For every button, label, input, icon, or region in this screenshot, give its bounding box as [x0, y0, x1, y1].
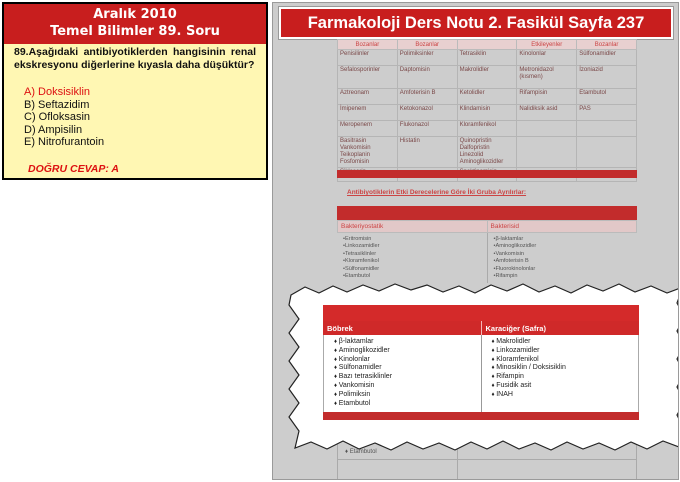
list-item: • Eritromisin: [343, 236, 481, 243]
list-item: ♦ Etambutol: [334, 400, 471, 409]
question-panel: [2, 2, 268, 180]
list-item: • Vankomisin: [494, 251, 632, 258]
table-header-cell: Etkileyenler: [517, 40, 577, 50]
list-item: ♦ Polimiksin: [334, 391, 471, 400]
table-cell: Histatin: [397, 137, 457, 168]
effect-table: [337, 206, 637, 283]
table-footer-bar: [323, 412, 639, 420]
table-cell: Metronidazol (kısmen): [517, 66, 577, 89]
table-header-cell: [457, 40, 517, 50]
question-header: [4, 4, 266, 44]
table-cell: [517, 121, 577, 137]
list-item: • Amfoterisin B: [494, 258, 632, 265]
table-cell: [577, 121, 637, 137]
option-c: C) Ofloksasin: [24, 111, 91, 124]
table-cell: Ketolidler: [457, 89, 517, 105]
table-header-cell: Bozanlar: [397, 40, 457, 50]
list-item: ♦ Vankomisin: [334, 382, 471, 391]
bacteriostatic-list: [337, 233, 487, 283]
table-cell: Ketokonazol: [397, 105, 457, 121]
table-row: [338, 50, 637, 66]
table-cell: Polimiksinler: [397, 50, 457, 66]
list-item: • Etambutol: [343, 273, 481, 280]
table-cell: Rifampisin: [517, 89, 577, 105]
table-cell: Sefalosporinler: [338, 66, 398, 89]
table-cell: PAS: [577, 105, 637, 121]
list-item: ♦ Kloramfenikol: [492, 356, 629, 365]
table-cell: Kloramfenikol: [457, 121, 517, 137]
correct-answer: DOĞRU CEVAP: A: [28, 162, 120, 175]
section-subtitle: Antibiyotiklerin Etki Derecelerine Göre İki Gruba Ayrılırlar:: [347, 189, 527, 196]
list-item: ♦ Etambutol: [345, 449, 377, 455]
question-title: Temel Bilimler 89. Soru: [50, 24, 220, 39]
table-cell: Daptomisin: [397, 66, 457, 89]
table-top-bar: [337, 206, 637, 220]
table-cell: Meropenem: [338, 121, 398, 137]
table-body: [337, 233, 637, 283]
table-top-bar: [323, 305, 639, 321]
list-item: ♦ Makrolidler: [492, 338, 629, 347]
list-item: • Linkozamidler: [343, 243, 481, 250]
table-cell: [517, 137, 577, 168]
table-cell: Nalidiksik asid: [517, 105, 577, 121]
list-item: • Tetrasiklinler: [343, 251, 481, 258]
table-cell: Sülfonamidler: [577, 50, 637, 66]
list-item: ♦ Aminoglikozidler: [334, 347, 471, 356]
table-cell: Amfoterisin B: [397, 89, 457, 105]
antibiotic-table: [337, 39, 637, 182]
row-divider: [337, 459, 637, 460]
table-header-cell: Bozanlar: [577, 40, 637, 50]
option-b: B) Seftazidim: [24, 98, 90, 111]
question-text: 89.Aşağıdaki antibiyotiklerden hangisinin renal ekskresyonu diğerlerine kıyasla daha düşüktür?: [14, 46, 256, 71]
bactericidal-list: [487, 233, 638, 283]
kidney-list: [324, 335, 481, 412]
list-item: ♦ Fusidik asit: [492, 382, 629, 391]
exam-date: Aralık 2010: [93, 7, 177, 22]
list-item: • Fluorokinolonlar: [494, 266, 632, 273]
header-liver: Karaciğer (Safra): [481, 321, 640, 335]
table-cell: İmipenem: [338, 105, 398, 121]
page-title: Farmakoloji Ders Notu 2. Fasikül Sayfa 237: [279, 7, 673, 39]
header-bactericidal: Bakterisid: [487, 221, 637, 232]
table-cell: İzoniazid: [577, 66, 637, 89]
table-cell: [577, 137, 637, 168]
table-row: [338, 121, 637, 137]
list-item: ♦ Sülfonamidler: [334, 364, 471, 373]
table-cell: Tetrasiklin: [457, 50, 517, 66]
list-item: ♦ β-laktamlar: [334, 338, 471, 347]
option-e: E) Nitrofurantoin: [24, 136, 105, 149]
option-d: D) Ampisilin: [24, 123, 83, 136]
table-header-row: [323, 321, 639, 335]
table-footer-bar: [337, 170, 637, 178]
table-cell: Etambutol: [577, 89, 637, 105]
table-cell: Flukonazol: [397, 121, 457, 137]
list-item: • Kloramfenikol: [343, 258, 481, 265]
list-item-label: Etambutol: [349, 449, 377, 455]
table-row: [338, 66, 637, 89]
list-item: • β-laktamlar: [494, 236, 632, 243]
list-item: ♦ INAH: [492, 391, 629, 400]
answer-options: [24, 86, 266, 149]
list-item: ♦ Minosiklin / Doksisiklin: [492, 364, 629, 373]
option-a: A) Doksisiklin: [24, 86, 91, 98]
excretion-table: [323, 305, 639, 420]
table-cell: Aztreonam: [338, 89, 398, 105]
excretion-callout: [285, 281, 679, 453]
table-row: [338, 137, 637, 168]
table-header-row: [338, 40, 637, 50]
table-cell: Penisilinler: [338, 50, 398, 66]
table-cell: Klindamisin: [457, 105, 517, 121]
list-item: ♦ Bazı tetrasiklinler: [334, 373, 471, 382]
liver-list: [481, 335, 639, 412]
list-item: • Rifampin: [494, 273, 632, 280]
list-item: • Sülfonamidler: [343, 266, 481, 273]
table-row: [338, 89, 637, 105]
table-header-row: [337, 220, 637, 233]
header-bacteriostatic: Bakteriyostatik: [341, 223, 384, 230]
table-body: [323, 335, 639, 412]
textbook-page: [272, 2, 679, 480]
list-item: ♦ Kinolonlar: [334, 356, 471, 365]
table-header-cell: Bozanlar: [338, 40, 398, 50]
table-cell: Makrolidler: [457, 66, 517, 89]
table-row: [338, 105, 637, 121]
list-item: ♦ Linkozamidler: [492, 347, 629, 356]
list-item: ♦ Rifampin: [492, 373, 629, 382]
list-item: • Aminoglikozidler: [494, 243, 632, 250]
table-cell: Kinolonlar: [517, 50, 577, 66]
table-cell: Quinopristin Dalfopristin Linezolid Aminoglikozidler: [457, 137, 517, 168]
header-kidney: Böbrek: [327, 324, 353, 333]
table-cell: Basitrasin Vankomisin Teikoplanin Fosfomisin: [338, 137, 398, 168]
